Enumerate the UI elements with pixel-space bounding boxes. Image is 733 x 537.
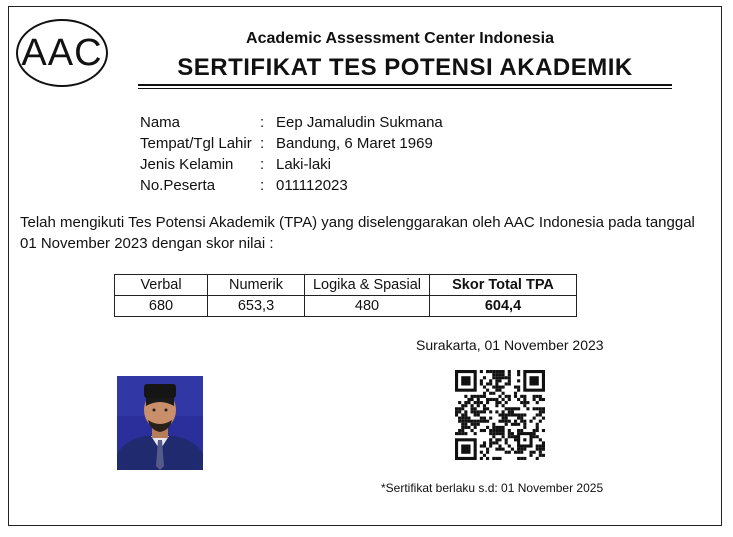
value-logika: 480 (305, 296, 430, 317)
field-separator: : (260, 135, 265, 152)
participant-info (140, 112, 443, 196)
aac-logo (16, 19, 108, 87)
field-value: Eep Jamaludin Sukmana (276, 114, 443, 131)
intro-text (20, 212, 710, 254)
field-gender (140, 154, 443, 175)
organization-name: Academic Assessment Center Indonesia (246, 30, 554, 47)
logo-text: AAC (21, 31, 103, 74)
field-value: 011112023 (276, 177, 348, 194)
field-name (140, 112, 443, 133)
validity-note: *Sertifikat berlaku s.d: 01 November 2025 (381, 481, 604, 495)
title-underline (138, 84, 672, 86)
value-total: 604,4 (430, 296, 577, 317)
field-separator: : (260, 114, 265, 131)
value-verbal: 680 (115, 296, 208, 317)
place-date: Surakarta, 01 November 2023 (416, 337, 604, 353)
field-label: Nama (140, 114, 181, 131)
field-value: Laki-laki (276, 156, 332, 173)
score-table (114, 274, 577, 317)
field-birth (140, 133, 443, 154)
intro-line-1: Telah mengikuti Tes Potensi Akademik (TPA) yang diselenggarakan oleh AAC Indonesia pada tanggal (20, 214, 695, 231)
field-label: Jenis Kelamin (140, 156, 234, 173)
intro-line-2: 01 November 2023 dengan skor nilai : (20, 235, 274, 252)
header-verbal: Verbal (115, 275, 208, 296)
field-separator: : (260, 177, 265, 194)
score-value-row (115, 296, 577, 317)
field-participant-number (140, 175, 443, 196)
certificate-title: SERTIFIKAT TES POTENSI AKADEMIK (177, 54, 633, 81)
field-separator: : (260, 156, 265, 173)
field-label: No.Peserta (140, 177, 216, 194)
header-total: Skor Total TPA (430, 275, 577, 296)
header-numerik: Numerik (208, 275, 305, 296)
participant-photo (117, 376, 203, 470)
field-label: Tempat/Tgl Lahir (140, 135, 252, 152)
value-numerik: 653,3 (208, 296, 305, 317)
header-logika: Logika & Spasial (305, 275, 430, 296)
field-value: Bandung, 6 Maret 1969 (276, 135, 433, 152)
qr-code-icon (455, 370, 545, 460)
title-underline-thin (138, 88, 672, 89)
score-header-row (115, 275, 577, 296)
